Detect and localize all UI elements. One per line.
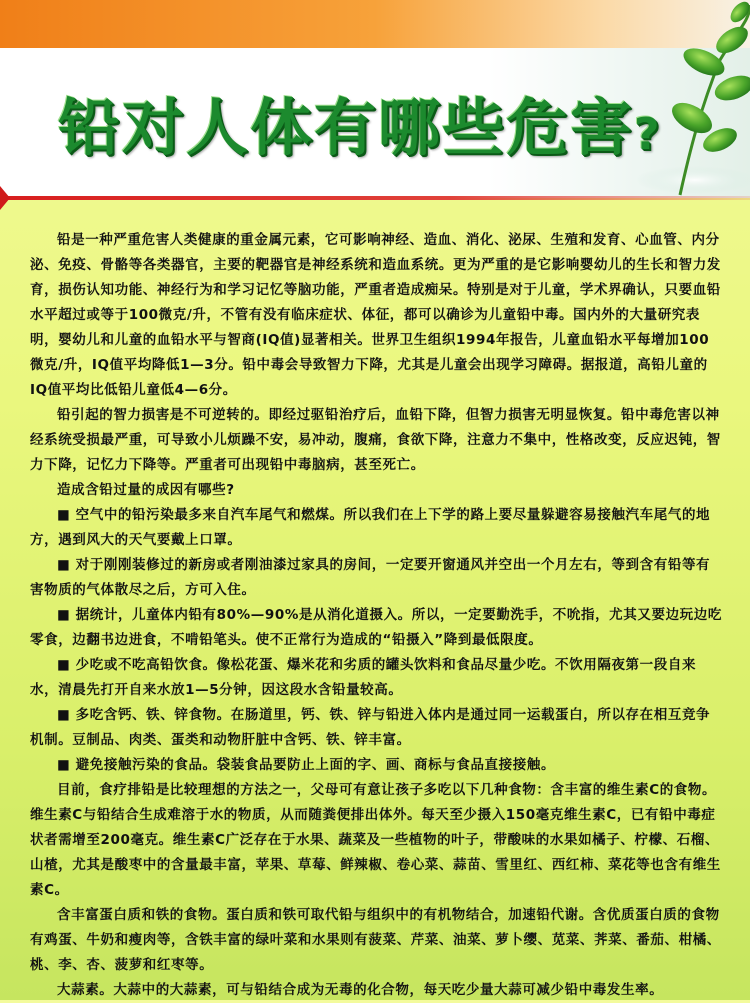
paragraph-vitamin-c: 目前，食疗排铅是比较理想的方法之一，父母可有意让孩子多吃以下几种食物：含丰富的维生素C的食物。维生素C与铅结合生成难溶于水的物质，从而随粪便排出体外。每天至少摄入150毫克维生素C，已有铅中毒症状者需增至200毫克。维生素C广泛存在于水果、蔬菜及一些植物的叶子，带酸味的水果如橘子、柠檬、石榴、山楂，尤其是酸枣中的含量最丰富，苹果、草莓、鲜辣椒、卷心菜、蒜苗、雪里红、西红柿、菜花等也含有维生素C。 [30,782,721,898]
bullet-renovation: ■ 对于刚刚装修过的新房或者刚油漆过家具的房间，一定要开窗通风并空出一个月左右，等到含有铅等有害物质的气体散尽之后，方可入住。 [30,557,711,598]
bullet-high-lead-food: ■ 少吃或不吃高铅饮食。像松花蛋、爆米花和劣质的罐头饮料和食品尽量少吃。不饮用隔夜第一段自来水，清晨先打开自来水放1—5分钟，因这段水含铅量较高。 [30,657,697,698]
paragraph-intro: 铅是一种严重危害人类健康的重金属元素，它可影响神经、造血、消化、泌尿、生殖和发育、心血管、内分泌、免疫、骨骼等各类器官，主要的靶器官是神经系统和造血系统。更为严重的是它影响婴幼儿的生长和智力发育，损伤认知功能、神经行为和学习记忆等脑功能，严重者造成痴呆。特别是对于儿童，学术界确认，只要血铅水平超过或等于100微克/升，不管有没有临床症状、体征，都可以确诊为儿童铅中毒。国内外的大量研究表明，婴幼儿和儿童的血铅水平与智商(IQ值)显著相关。世界卫生组织1994年报告，儿童血铅水平每增加100微克/升，IQ值平均降低1—3分。铅中毒会导致智力下降，尤其是儿童会出现学习障碍。据报道，高铅儿童的IQ值平均比低铅儿童低4—6分。 [30,232,721,398]
page-title [58,88,662,175]
red-divider-line [0,196,750,200]
paragraph-irreversible: 铅引起的智力损害是不可逆转的。即经过驱铅治疗后，血铅下降，但智力损害无明显恢复。铅中毒危害以神经系统受损最严重，可导致小儿烦躁不安，易冲动，腹痛，食欲下降，注意力不集中，性格改变，反应迟钝，智力下降，记忆力下降等。严重者可出现铅中毒脑病，甚至死亡。 [30,407,721,473]
bullet-air-pollution: ■ 空气中的铅污染最多来自汽车尾气和燃煤。所以我们在上下学的路上要尽量躲避容易接触汽车尾气的地方，遇到风大的天气要戴上口罩。 [30,507,711,548]
bullet-digestive-intake: ■ 据统计，儿童体内铅有80%—90%是从消化道摄入。所以，一定要勤洗手，不吮指，尤其又要边玩边吃零食，边翻书边进食，不啃铅笔头。使不正常行为造成的“铅摄入”降到最低限度。 [30,607,722,648]
bullet-contaminated-food: ■ 避免接触污染的食品。袋装食品要防止上面的字、画、商标与食品直接接触。 [57,757,556,773]
article-body [30,228,722,1003]
paragraph-protein-iron: 含丰富蛋白质和铁的食物。蛋白质和铁可取代铅与组织中的有机物结合，加速铅代谢。含优质蛋白质的食物有鸡蛋、牛奶和瘦肉等，含铁丰富的绿叶菜和水果则有菠菜、芹菜、油菜、萝卜缨、苋菜、荠菜、番茄、柑橘、桃、李、杏、菠萝和红枣等。 [30,907,721,973]
title-question-mark: ? [634,109,662,160]
paragraph-garlic: 大蒜素。大蒜中的大蒜素，可与铅结合成为无毒的化合物，每天吃少量大蒜可减少铅中毒发生率。 [57,982,664,998]
paragraph-causes-heading: 造成含铅过量的成因有哪些? [57,482,235,498]
red-arrow-marker [0,186,10,210]
title-main: 铅对人体有哪些危害 [58,91,635,164]
bullet-calcium-iron-zinc: ■ 多吃含钙、铁、锌食物。在肠道里，钙、铁、锌与铅进入体内是通过同一运载蛋白，所以存在相互竞争机制。豆制品、肉类、蛋类和动物肝脏中含钙、铁、锌丰富。 [30,707,711,748]
